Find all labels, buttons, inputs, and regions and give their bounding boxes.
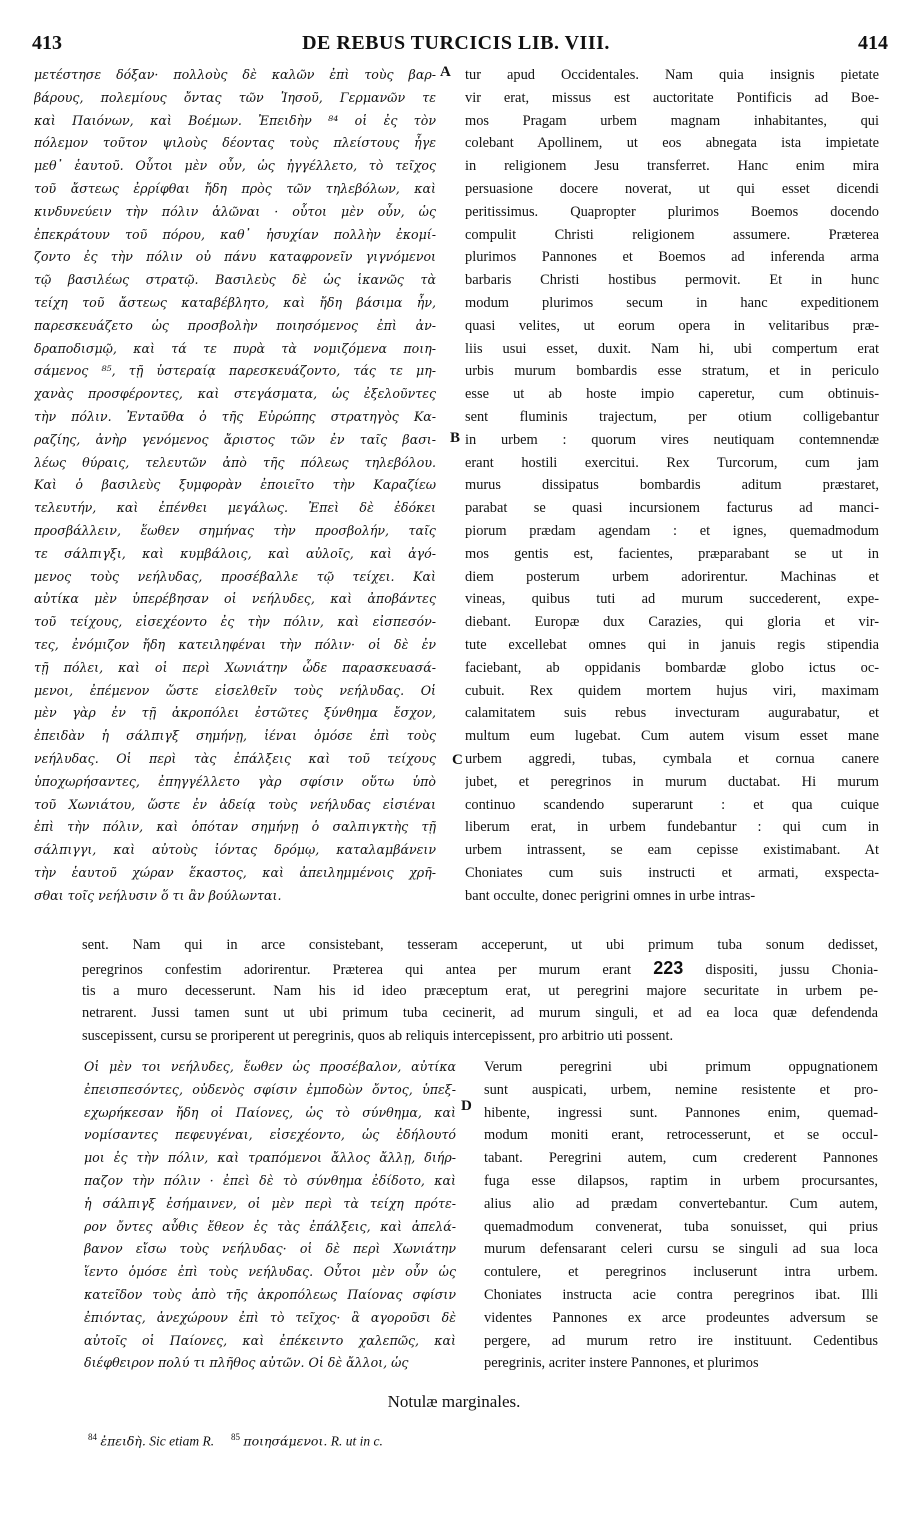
note-84-greek: ἐπειδὴ. bbox=[100, 1433, 146, 1449]
greek-top-line: μεθ᾽ ἑαυτοῦ. Οὗτοι μὲν οὖν, ὡς ἠγγέλλετο, τὸ τεῖχος bbox=[34, 158, 436, 174]
latin-top-line: calamitatem suis rebus invecturam augurabatur, et bbox=[465, 705, 879, 722]
greek-top-line: μετέστησε δόξαν· πολλοὺς δὲ καλῶν ἐπὶ τοὺς βαρ- bbox=[34, 67, 436, 82]
margin-marker-a: A bbox=[440, 64, 451, 80]
full-line-3: tis a muro decesserunt. Nam his id ideo præceptum erat, ut peregrini majore securitate in urbem pe- bbox=[82, 982, 878, 999]
latin-top-line: parabat se quasi incursionem facturus ad manci- bbox=[465, 500, 879, 517]
greek-bottom-line: αὐτοῖς οἱ Παίονες, καὶ ἐπέκειντο χαλεπῶς, καὶ bbox=[84, 1332, 456, 1348]
latin-column-top bbox=[465, 64, 879, 907]
latin-top-line: modum plurimos secum in hanc expeditionem bbox=[465, 294, 879, 311]
margin-marker-c: C bbox=[452, 752, 463, 768]
greek-top-line: τῷ βασιλέως στρατῷ. Βασιλεὺς δὲ ὡς ἱκανῶς τὰ bbox=[34, 272, 436, 288]
greek-top-line: τες, ἐνόμιζον ἤδη κατειληφέναι τὴν πόλιν· οἱ δὲ ἐν bbox=[34, 636, 436, 652]
latin-bottom-line: Choniates instructa acie contra peregrinos ibat. Illi bbox=[484, 1286, 878, 1303]
latin-top-line: Choniates cum suis instructi et armati, exspecta- bbox=[465, 864, 879, 881]
greek-top-line: βάρους, πολεμίους ὄντας τῶν Ἰησοῦ, Γερμανῶν τε bbox=[34, 89, 436, 105]
greek-top-line: ὑποχωρήσαντες, ἐπηγγέλλετο γὰρ σφίσιν οὕτω ὑπὸ bbox=[34, 773, 436, 789]
latin-top-line: urbis murum bombardis esse stratum, et in periculo bbox=[465, 363, 879, 380]
greek-top-line: λέως θύραις, τελευτῶν ἀπὸ τῆς πόλεως τηλεβόλου. bbox=[34, 454, 436, 470]
greek-top-line: ζοντο ἐς τὴν πόλιν οὐ πάνυ καταφρονεῖν γιγνόμενοι bbox=[34, 249, 436, 265]
latin-bottom-line: peregrinis, acriter instere Pannones, et plurimos bbox=[484, 1355, 759, 1372]
marginal-page-number: 223 bbox=[653, 957, 684, 978]
latin-bottom-line: Verum peregrini ubi primum oppugnationem bbox=[484, 1059, 878, 1075]
greek-top-line: χανὰς προσφέροντες, καὶ στεγάσματα, ὡς ἐξελοῦντες bbox=[34, 386, 436, 402]
note-85-number: 85 bbox=[231, 1432, 241, 1442]
greek-top-line: ἐπεκράτουν τοῦ πόρου, καθ᾽ ἡσυχίαν πολλὴν ἐκομί- bbox=[34, 226, 436, 242]
running-title: DE REBUS TURCICIS LIB. VIII. bbox=[302, 32, 610, 54]
margin-marker-b: B bbox=[450, 430, 461, 446]
full-line-5: suscepissent, cursu se proriperent ut peregrinis, quos ab reliquis intercepissent, pro arbitrio uti possent. bbox=[82, 1028, 674, 1045]
latin-column-bottom bbox=[484, 1056, 878, 1375]
latin-top-line: esse ut ab hoste impio caperetur, cum obtinuis- bbox=[465, 386, 879, 403]
latin-bottom-line: fuga esse dilapsos, raptim in urbem procursantes, bbox=[484, 1172, 878, 1189]
latin-top-line: quasi velites, ut eorum opera in velitaribus præ- bbox=[465, 317, 879, 334]
running-header bbox=[24, 32, 888, 58]
greek-top-line: τὴν ἑαυτοῦ χώραν ἕκαστος, καὶ ἀπειλημμένοις χρῆ- bbox=[34, 864, 436, 880]
greek-top-line: καὶ Παιόνων, καὶ Βοέμων. Ἐπειδὴν ⁸⁴ οἱ ἐς τὸν bbox=[34, 112, 436, 128]
page-number-left: 413 bbox=[32, 32, 62, 54]
latin-top-line: peritissimus. Quapropter plurimos Boemos docendo bbox=[465, 203, 879, 220]
latin-top-line: murus dissipatus bombardis aditum præstaret, bbox=[465, 477, 879, 494]
latin-top-line: mos Pragam urbem magnam inhabitantes, qui bbox=[465, 112, 879, 129]
latin-top-line: liberum erat, in urbem fundebantur : qui cum in bbox=[465, 819, 879, 836]
greek-top-line: τὴν πόλιν. Ἐνταῦθα ὁ τῆς Εὐρώπης στρατηγὸς Κα- bbox=[34, 408, 436, 424]
latin-top-line: in religionem Jesu transferret. Hanc enim mira bbox=[465, 158, 879, 175]
latin-top-line: colebant Apollinem, ut eos abnegata ista impietate bbox=[465, 135, 879, 152]
full-line-2-start: peregrinos confestim adorirentur. Præterea qui antea per murum erant bbox=[82, 961, 654, 978]
latin-top-line: vineas, quibus tuti ad murum succederent, expe- bbox=[465, 591, 879, 608]
marginal-notes bbox=[88, 1432, 383, 1450]
greek-bottom-line: διέφθειρον πολύ τι πλῆθος αὐτῶν. Οἱ δὲ ἄλλοι, ὡς bbox=[84, 1355, 409, 1371]
greek-bottom-line: ρον ὄντες αὖθις ἔθεον ἐς τὰς ἐπάλξεις, καὶ ἀπελά- bbox=[84, 1218, 456, 1234]
latin-top-line: sent fluminis trajectum, per otium colligebantur bbox=[465, 408, 879, 425]
greek-top-line: δραποδισμῷ, καὶ τά τε πυρὰ τὰ νομιζόμενα ποιη- bbox=[34, 340, 436, 356]
greek-top-line: σθαι τοῖς νεήλυσιν ὅ τι ἂν βούλωνται. bbox=[34, 887, 282, 903]
latin-top-line: jubet, et peregrinos in murum ductabat. Hi murum bbox=[465, 773, 879, 790]
margin-marker-d: D bbox=[461, 1098, 472, 1114]
latin-bottom-line: murum defensarant celeri cursu se singuli ad sua loca bbox=[484, 1241, 878, 1258]
greek-top-line: μενος τοὺς νεήλυδας, προσέβαλλε τῷ τείχει. Καὶ bbox=[34, 568, 436, 584]
greek-top-line: παρεσκευάζετο ὡς προσβολὴν ποιησόμενος ἐπὶ ἀν- bbox=[34, 317, 436, 333]
note-84-number: 84 bbox=[88, 1432, 97, 1442]
latin-bottom-line: contulere, et peregrinos incluserunt intra urbem. bbox=[484, 1264, 878, 1281]
latin-bottom-line: videntes Pannones ex arce prodeuntes adversum se bbox=[484, 1309, 878, 1326]
greek-column-top bbox=[34, 64, 436, 907]
greek-top-line: ἐπειδὰν ἡ σάλπιγξ σημήνῃ, ἰέναι ὁμόσε ἐπὶ τοὺς bbox=[34, 728, 436, 744]
greek-top-line: σάμενος ⁸⁵, τῇ ὑστεραίᾳ παρεσκευάζοντο, τάς τε μη- bbox=[34, 363, 436, 379]
latin-bottom-line: tabant. Peregrini autem, cum crederent Pannones bbox=[484, 1150, 878, 1167]
latin-top-line: in urbem : quorum vires neutiquam contemnendæ bbox=[465, 431, 879, 448]
greek-top-line: ἐπὶ τὴν πόλιν, καὶ ὁπόταν σημήνῃ ὁ σαλπιγκτὴς τῇ bbox=[34, 819, 436, 835]
latin-top-line: diebant. Europæ dux Carazies, qui gloria et vir- bbox=[465, 614, 879, 631]
latin-bottom-line: pergere, ad murum retro ire instituunt. Cedentibus bbox=[484, 1332, 878, 1349]
full-line-2 bbox=[82, 957, 878, 980]
latin-top-line: vir erat, missus est auctoritate Pontificis ad Boe- bbox=[465, 89, 879, 106]
greek-column-bottom bbox=[84, 1056, 456, 1375]
page-number-right: 414 bbox=[858, 32, 888, 54]
greek-top-line: μενοι, ἐπέμενον ὥστε εἰσελθεῖν τοὺς νεήλυδας. Οἱ bbox=[34, 682, 436, 698]
note-85-greek: ποιησάμενοι. bbox=[243, 1433, 328, 1449]
latin-top-line: liis usui esset, duxit. Nam hi, ubi compertum erat bbox=[465, 340, 879, 357]
full-line-2-end: dispositi, jussu Chonia- bbox=[683, 961, 878, 978]
latin-bottom-line: hibente, ingressi sunt. Pannones enim, quemad- bbox=[484, 1104, 878, 1121]
greek-top-line: τε σάλπιγξι, καὶ κυμβάλοις, καὶ αὐλοῖς, καὶ ἀγό- bbox=[34, 545, 436, 561]
latin-top-line: persuasione docere noverat, ut qui esset dicendi bbox=[465, 180, 879, 197]
note-84-text: Sic etiam R. bbox=[149, 1433, 215, 1449]
latin-bottom-line: quemadmodum convenerat, tuba sonuisset, qui prius bbox=[484, 1218, 878, 1235]
greek-bottom-line: βανον εἴσω τοὺς νεήλυδας· οἱ δὲ περὶ Χωνιάτην bbox=[84, 1241, 456, 1257]
greek-bottom-line: ἵεντο ὁμόσε ἐπὶ τοὺς νεήλυδας. Οὗτοι μὲν οὖν ὡς bbox=[84, 1264, 456, 1280]
latin-top-line: tute excellebat omnes qui in januis regis stipendia bbox=[465, 636, 879, 653]
greek-top-line: αὐτίκα μὲν ὑπερέβησαν οἱ νεήλυδες, καὶ ἀποβάντες bbox=[34, 591, 436, 607]
greek-top-line: τοῦ Χωνιάτου, ὥστε ἐν ἀδείᾳ τοὺς νεήλυδας εἰσιέναι bbox=[34, 796, 436, 812]
greek-bottom-line: εχωρήκεσαν ἤδη οἱ Παίονες, ὡς τὸ σύνθημα, καὶ bbox=[84, 1104, 456, 1120]
latin-top-line: erant hostili exercitui. Rex Turcorum, cum jam bbox=[465, 454, 879, 471]
greek-bottom-line: ἐπιόντας, ἀνεχώρουν ἐπὶ τὸ τεῖχος· ἃ αγοροῦσι δὲ bbox=[84, 1309, 456, 1325]
full-line-1: sent. Nam qui in arce consistebant, tesseram acceperunt, ut ubi primum tuba sonum dedisset, bbox=[82, 937, 878, 953]
latin-top-line: compulit Christi religionem assumere. Præterea bbox=[465, 226, 879, 243]
latin-top-line: bant occulte, donec perigrini omnes in urbe intras- bbox=[465, 887, 756, 904]
notes-title: Notulæ marginales. bbox=[387, 1392, 521, 1411]
latin-bottom-line: sunt auspicati, urbem, nemine resistente et pro- bbox=[484, 1081, 878, 1098]
greek-bottom-line: Οἱ μὲν τοι νεήλυδες, ἕωθεν ὡς προσέβαλον, αὐτίκα bbox=[84, 1059, 456, 1074]
greek-top-line: τελευτήν, καὶ ἐπένθει μεγάλως. Ἐπεὶ δὲ ἐδόκει bbox=[34, 500, 436, 516]
latin-top-line: diem posterum urbem adorirentur. Machinas et bbox=[465, 568, 879, 585]
greek-top-line: πόλεμον τοῦτον ψιλοὺς δέοντας τοὺς πλείστους ἦγε bbox=[34, 135, 436, 151]
latin-bottom-line: alius alio ad prædam convertebantur. Cum autem, bbox=[484, 1195, 878, 1212]
latin-bottom-line: modum moniti erant, retrocesserunt, et se occul- bbox=[484, 1127, 878, 1144]
greek-top-line: Καὶ ὁ βασιλεὺς ξυμφορὰν ἐποιεῖτο τὴν Καραζίεω bbox=[34, 477, 436, 493]
note-85-text: R. ut in c. bbox=[330, 1433, 383, 1449]
latin-top-line: multum eum lugebat. Cum autem visum esset mane bbox=[465, 728, 879, 745]
greek-top-line: σάλπιγγι, καὶ αὐτοὺς ἰόντας δρόμῳ, καταλαμβάνειν bbox=[34, 842, 436, 858]
greek-top-line: τῇ πόλει, καὶ οἱ περὶ Χωνιάτην ὧδε παρασκευασά- bbox=[34, 659, 436, 675]
full-width-latin-block bbox=[82, 934, 878, 1048]
latin-top-line: barbaris Christi hostibus permovit. Et in hunc bbox=[465, 272, 879, 289]
latin-top-line: faciebant, ab oppidanis bombardæ globo ictus oc- bbox=[465, 659, 879, 676]
greek-top-line: ραζίης, ἀνὴρ γενόμενος ἄριστος τῶν ἐν ταῖς βασι- bbox=[34, 431, 436, 447]
greek-top-line: προσβάλλειν, ἕωθεν σημήνας τὴν προσβολήν, ταῖς bbox=[34, 522, 436, 538]
greek-bottom-line: κατεῖδον τοὺς ἀπὸ τῆς ἀκροπόλεως Παίονας σφίσιν bbox=[84, 1286, 456, 1302]
latin-top-line: plurimos Pannones et Boemos ad inferenda arma bbox=[465, 249, 879, 266]
latin-top-line: urbem intrassent, se eam cepisse existimabant. At bbox=[465, 842, 879, 859]
greek-bottom-line: νομίσαντες πεφευγέναι, εἰσεχέοντο, ὡς ἐδήλουτό bbox=[84, 1127, 456, 1143]
full-line-4: netrarent. Jussi tamen sunt ut ubi primum tuba cecinerit, ad murum singuli, et ad ea loca quæ defendenda bbox=[82, 1005, 878, 1022]
latin-top-line: cubuit. Rex quidem mortem hujus viri, maximam bbox=[465, 682, 879, 699]
greek-top-line: μὲν γὰρ ἐν τῇ ἀκροπόλει ἐστῶτες ξύνθημα ἔσχον, bbox=[34, 705, 436, 721]
greek-bottom-line: παζον τὴν πόλιν · ἐπεὶ δὲ τὸ σύνθημα ἐδίδοτο, καὶ bbox=[84, 1172, 456, 1188]
greek-bottom-line: ἡ σάλπιγξ ἐσήμαινεν, οἱ μὲν περὶ τὰ τείχη πρότε- bbox=[84, 1195, 456, 1211]
latin-top-line: continuo scandendo superarunt : et qua cuique bbox=[465, 796, 879, 813]
latin-top-line: urbem aggredi, tubas, cymbala et cornua canere bbox=[465, 750, 879, 767]
latin-top-line: mos gentis est, facientes, præparabant se ut in bbox=[465, 545, 879, 562]
greek-top-line: τείχη τοῦ ἄστεως καταβέβλητο, καὶ ἤδη βάσιμα ἦν, bbox=[34, 294, 436, 310]
latin-top-line: piorum prædam agendam : et ignes, quemadmodum bbox=[465, 522, 879, 539]
greek-top-line: τοῦ τείχους, εἰσεχέοντο ἐς τὴν πόλιν, καὶ εἰσπεσόν- bbox=[34, 614, 436, 630]
greek-top-line: νεήλυδας. Οἱ περὶ τὰς ἐπάλξεις καὶ τοῦ τείχους bbox=[34, 750, 436, 766]
greek-top-line: τοῦ ἄστεως ἐρρίφθαι ἤδη πρὸς τῶν τηλεβόλων, καὶ bbox=[34, 180, 436, 196]
greek-bottom-line: ἐπεισπεσόντες, οὐδενὸς σφίσιν ἐμποδὼν ὄντος, ὑπεξ- bbox=[84, 1081, 456, 1097]
latin-top-line: tur apud Occidentales. Nam quia insignis pietate bbox=[465, 67, 879, 83]
greek-bottom-line: μοι ἐς τὴν πόλιν, καὶ τραπόμενοι ἄλλος ἄλλῃ, διήρ- bbox=[84, 1150, 456, 1166]
greek-top-line: κινδυνεύειν τὴν πόλιν ἁλῶναι · οὗτοι μὲν οὖν, ὡς bbox=[34, 203, 436, 219]
